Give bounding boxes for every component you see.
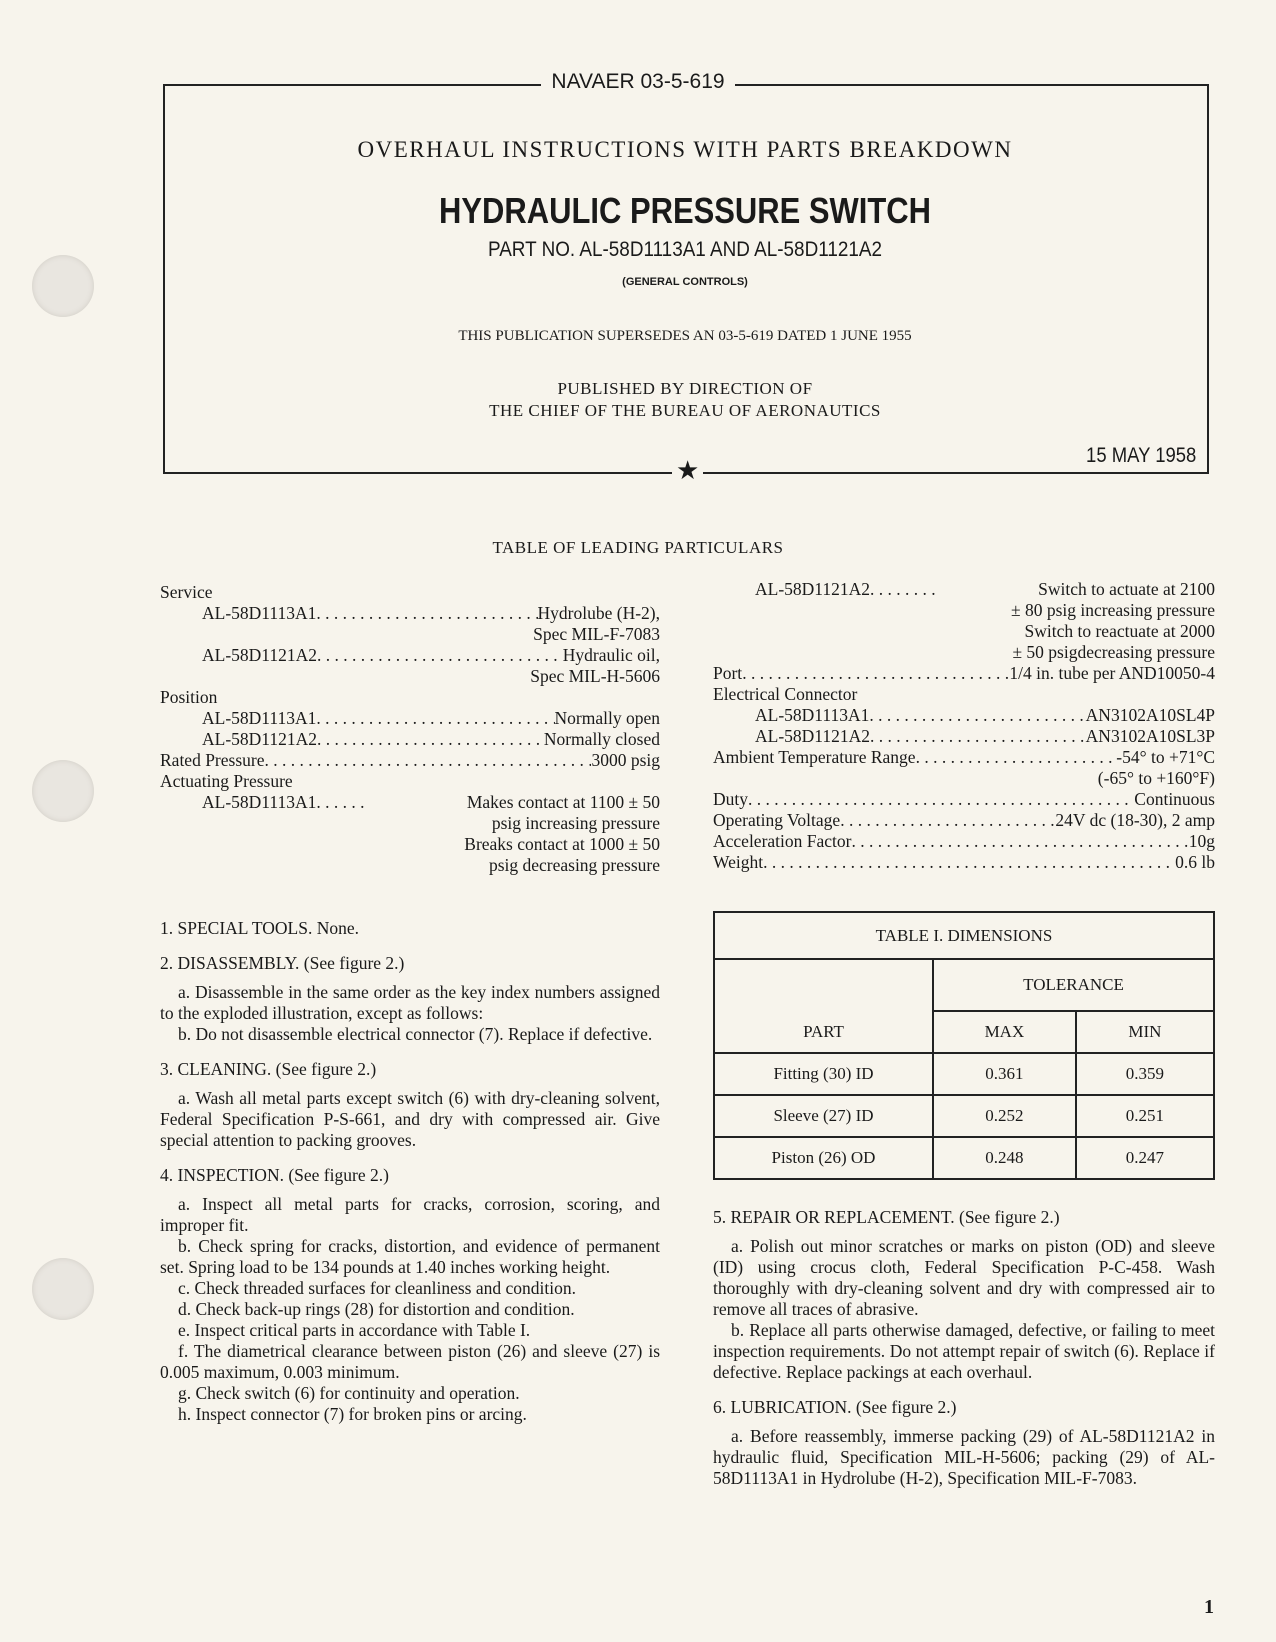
punch-hole [32, 760, 94, 822]
punch-hole [32, 1258, 94, 1320]
leader-row: AL-58D1121A2 . . . Hydraulic oil, [160, 645, 660, 666]
leader-row: AL-58D1113A1 . . . AN3102A10SL4P [713, 705, 1215, 726]
table-row: Fitting (30) ID 0.361 0.359 [714, 1053, 1214, 1095]
leader-row: Weight . . . 0.6 lb [713, 852, 1215, 873]
leader-row: AL-58D1113A1 . . . Makes contact at 1100 ± 50 [160, 792, 660, 813]
manufacturer: (GENERAL CONTROLS) [622, 276, 748, 288]
label: Actuating Pressure [160, 771, 293, 791]
column-header: MAX [933, 1011, 1076, 1053]
star-icon: ★ [672, 456, 703, 486]
leader-row: AL-58D1121A2 . . . Switch to actuate at 2100 [713, 579, 1215, 600]
section-heading: 6. LUBRICATION. (See figure 2.) [713, 1397, 957, 1417]
punch-hole [32, 255, 94, 317]
document-number: NAVAER 03-5-619 [0, 70, 1276, 94]
leader-row: AL-58D1121A2 . . . AN3102A10SL3P [713, 726, 1215, 747]
particulars-right: AL-58D1121A2 . . . Switch to actuate at 2100 ± 80 psig increasing pressure Switch to reactuate at 2000 ± 50 psigdecreasing pressure Port . . . 1/4 in. tube per AND10050-4 Electrical Connector AL-58D1113A1 . . . AN3102A10SL4P AL-58D1121A2 . . . AN3102A10SL3P Ambient Temperature Range . . . -54° to +71°C (-65° to +160°F) Duty . . . Continuous Operating Voltage . . . 24V dc (18-30), 2 amp Acceleration Factor . . . 10g Weight . . . 0.6 lb [713, 579, 1215, 873]
section-heading: 5. REPAIR OR REPLACEMENT. (See figure 2.) [713, 1207, 1060, 1227]
leader-row: Operating Voltage . . . 24V dc (18-30), 2 amp [713, 810, 1215, 831]
publisher: PUBLISHED BY DIRECTION OF THE CHIEF OF THE BUREAU OF AERONAUTICS [489, 379, 881, 420]
leader-row: AL-58D1121A2 . . . Normally closed [160, 729, 660, 750]
table-row: Piston (26) OD 0.248 0.247 [714, 1137, 1214, 1179]
label: Service [160, 582, 213, 602]
leader-row: AL-58D1113A1 . . . Hydrolube (H-2), [160, 603, 660, 624]
page-title: HYDRAULIC PRESSURE SWITCH [439, 190, 931, 231]
section-heading: 2. DISASSEMBLY. (See figure 2.) [160, 953, 405, 973]
leader-row: Rated Pressure . . . 3000 psig [160, 750, 660, 771]
supertitle: OVERHAUL INSTRUCTIONS WITH PARTS BREAKDOWN [357, 137, 1013, 162]
column-header: MIN [1076, 1011, 1214, 1053]
leader-row: Port . . . 1/4 in. tube per AND10050-4 [713, 663, 1215, 684]
column-header: PART [714, 959, 933, 1053]
table-row: Sleeve (27) ID 0.252 0.251 [714, 1095, 1214, 1137]
section-heading: 1. SPECIAL TOOLS. None. [160, 918, 359, 938]
leader-row: Ambient Temperature Range . . . -54° to +71°C [713, 747, 1215, 768]
leader-row: Duty . . . Continuous [713, 789, 1215, 810]
section-heading: 4. INSPECTION. (See figure 2.) [160, 1165, 389, 1185]
page-number: 1 [1204, 1596, 1214, 1618]
leader-row: Acceleration Factor . . . 10g [713, 831, 1215, 852]
label: Position [160, 687, 218, 707]
right-column-text: 5. REPAIR OR REPLACEMENT. (See figure 2.) a. Polish out minor scratches or marks on piston (OD) and sleeve (ID) using crocus cloth, Federal Specification P-C-458. Wash thoroughly with dry-cleaning solvent and dry with compressed air to remove all traces of abrasive. b. Replace all parts otherwise damaged, defective, or failing to meet inspection requirements. Do not attempt repair of switch (6). Replace if defective. Replace packings at each overhaul. 6. LUBRICATION. (See figure 2.) a. Before reassembly, immerse packing (29) of AL-58D1121A2 in hydraulic fluid, Specification MIL-H-5606; packing (29) of AL-58D1113A1 in Hydrolube (H-2), Specification MIL-F-7083. [713, 1207, 1215, 1488]
particulars-left: Service AL-58D1113A1 . . . Hydrolube (H-2), Spec MIL-F-7083 AL-58D1121A2 . . . Hydraulic oil, Spec MIL-H-5606 Position AL-58D1113A1 . . . Normally open AL-58D1121A2 . . . Normally closed Rated Pressure . . . 3000 psig Actuating Pressure AL-58D1113A1 . . . Makes contact at 1100 ± 50 psig increasing pressure Breaks contact at 1000 ± 50 psig decreasing pressure [160, 582, 660, 876]
part-number: PART NO. AL-58D1113A1 AND AL-58D1121A2 [487, 238, 882, 261]
leader-row: AL-58D1113A1 . . . Normally open [160, 708, 660, 729]
left-column-text: 1. SPECIAL TOOLS. None. 2. DISASSEMBLY. (See figure 2.) a. Disassemble in the same order as the key index numbers assigned to the exploded illustration, except as follows: b. Do not disassemble electrical connector (7). Replace if defective. 3. CLEANING. (See figure 2.) a. Wash all metal parts except switch (6) with dry-cleaning solvent, Federal Specification P-S-661, and dry with compressed air. Give special attention to packing grooves. 4. INSPECTION. (See figure 2.) a. Inspect all metal parts for cracks, corrosion, scoring, and improper fit. b. Check spring for cracks, distortion, and evidence of permanent set. Spring load to be 134 pounds at 1.40 inches working height. c. Check threaded surfaces for cleanliness and condition. d. Check back-up rings (28) for distortion and condition. e. Inspect critical parts in accordance with Table I. f. The diametrical clearance between piston (26) and sleeve (27) is 0.005 maximum, 0.003 minimum. g. Check switch (6) for continuity and operation. h. Inspect connector (7) for broken pins or arcing. [160, 918, 660, 1424]
section-heading: 3. CLEANING. (See figure 2.) [160, 1059, 377, 1079]
label: Electrical Connector [713, 684, 858, 704]
supersedes-note: THIS PUBLICATION SUPERSEDES AN 03-5-619 DATED 1 JUNE 1955 [458, 328, 912, 344]
dimensions-table [713, 911, 1215, 1180]
column-header: TOLERANCE [933, 959, 1214, 1011]
table-title: TABLE I. DIMENSIONS [714, 912, 1214, 959]
publication-date: 15 MAY 1958 [1085, 444, 1196, 467]
particulars-title: TABLE OF LEADING PARTICULARS [492, 538, 784, 557]
